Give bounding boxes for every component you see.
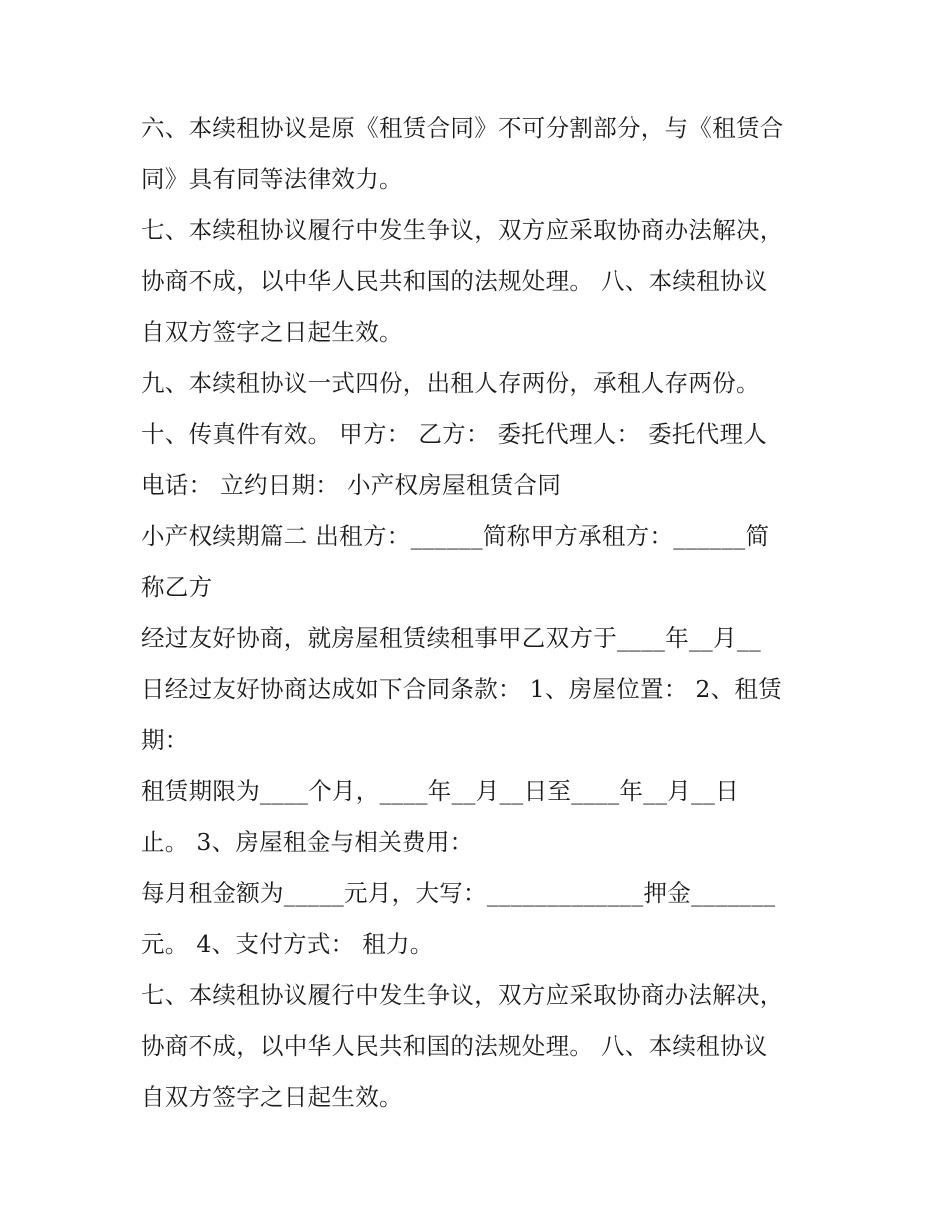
text-line: 七、本续租协议履行中发生争议，双方应采取协商办法解决，: [141, 981, 784, 1009]
text-line: 称乙方: [141, 573, 213, 601]
text-line: 日经过友好协商达成如下合同条款： 1、房屋位置： 2、租赁: [141, 675, 783, 703]
text-line: 经过友好协商，就房屋租赁续租事甲乙双方于____年__月__: [141, 624, 761, 652]
text-line: 期：: [141, 726, 189, 754]
text-line: 自双方签字之日起生效。: [141, 318, 403, 346]
text-line: 同》具有同等法律效力。: [141, 165, 403, 193]
text-line: 止。 3、房屋租金与相关费用：: [141, 828, 474, 856]
text-line: 电话： 立约日期： 小产权房屋租赁合同: [141, 471, 562, 499]
text-line: 元。 4、支付方式： 租力。: [141, 930, 434, 958]
document-body: [141, 103, 821, 1123]
text-line: 自双方签字之日起生效。: [141, 1083, 403, 1111]
text-line: 十、传真件有效。 甲方： 乙方： 委托代理人： 委托代理人: [141, 420, 768, 448]
text-line: 协商不成，以中华人民共和国的法规处理。 八、本续租协议: [141, 267, 768, 295]
text-line: 七、本续租协议履行中发生争议，双方应采取协商办法解决，: [141, 216, 784, 244]
text-line: 租赁期限为____个月，____年__月__日至____年__月__日: [141, 777, 739, 805]
text-line: 九、本续租协议一式四份，出租人存两份，承租人存两份。: [141, 369, 760, 397]
text-line: 六、本续租协议是原《租赁合同》不可分割部分，与《租赁合: [141, 114, 784, 142]
text-line: 协商不成，以中华人民共和国的法规处理。 八、本续租协议: [141, 1032, 768, 1060]
text-line: 小产权续期篇二 出租方：______简称甲方承租方：______简: [141, 522, 770, 550]
text-line: 每月租金额为_____元月，大写：_____________押金_______: [141, 879, 776, 907]
